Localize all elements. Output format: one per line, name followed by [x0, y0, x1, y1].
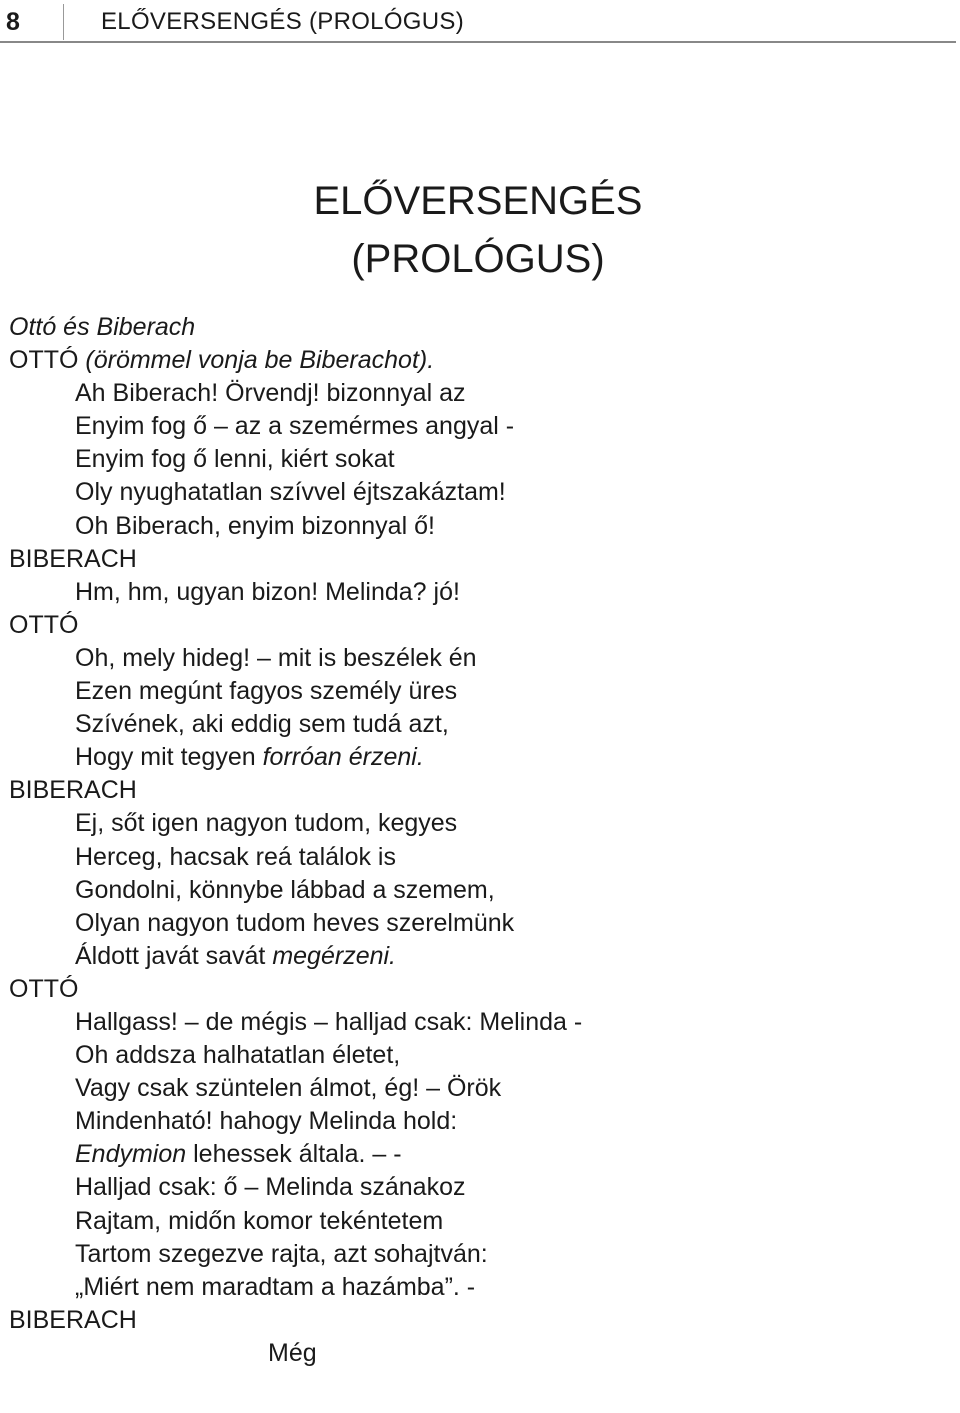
verse-line: Hm, hm, ugyan bizon! Melinda? jó! — [75, 577, 460, 606]
verse-line: Ah Biberach! Örvendj! bizonnyal az — [75, 379, 466, 408]
verse-text: lehessek általa. – - — [186, 1140, 402, 1169]
page-header — [0, 0, 960, 44]
header-divider — [63, 4, 64, 40]
speaker-name: BIBERACH — [9, 1305, 137, 1334]
verse-line: Oh, mely hideg! – mit is beszélek én — [75, 643, 477, 672]
speaker-name: BIBERACH — [9, 544, 137, 573]
verse-line: Enyim fog ő lenni, kiért sokat — [75, 445, 395, 474]
verse-line: Ezen megúnt fagyos személy üres — [75, 677, 458, 706]
verse-line: „Miért nem maradtam a hazámba”. - — [75, 1272, 476, 1301]
verse-line: Mindenható! hahogy Melinda hold: — [75, 1107, 458, 1136]
stage-direction-line — [9, 344, 949, 377]
chapter-title-line-2: (PROLÓGUS) — [351, 237, 605, 281]
speaker-name: OTTÓ — [9, 610, 79, 639]
play-text — [9, 311, 949, 1370]
verse-line — [9, 940, 949, 973]
verse-line: Olyan nagyon tudom heves szerelmünk — [75, 908, 515, 937]
verse-emphasis: Endymion — [75, 1140, 187, 1169]
speaker-name: OTTÓ — [9, 346, 79, 375]
verse-line: Herceg, hacsak reá találok is — [75, 842, 396, 871]
verse-line: Vagy csak szüntelen álmot, ég! – Örök — [75, 1074, 502, 1103]
verse-line: Szívének, aki eddig sem tudá azt, — [75, 710, 449, 739]
header-rule — [0, 41, 956, 43]
chapter-title — [258, 172, 698, 288]
speaker-name: BIBERACH — [9, 776, 137, 805]
verse-line — [9, 741, 949, 774]
verse-line: Ej, sőt igen nagyon tudom, kegyes — [75, 809, 458, 838]
chapter-title-line-1: ELŐVERSENGÉS — [313, 179, 643, 223]
verse-text: Hogy mit tegyen — [75, 743, 263, 772]
page-number: 8 — [6, 8, 20, 36]
verse-line: Halljad csak: ő – Melinda szánakoz — [75, 1173, 466, 1202]
speaker-name: OTTÓ — [9, 974, 79, 1003]
verse-text: Áldott javát savát — [75, 941, 273, 970]
verse-line: Rajtam, midőn komor tekéntetem — [75, 1206, 444, 1235]
verse-line: Még — [268, 1338, 317, 1367]
verse-emphasis: forróan érzeni. — [262, 743, 424, 772]
verse-line: Hallgass! – de mégis – halljad csak: Melinda - — [75, 1007, 583, 1036]
running-title: ELŐVERSENGÉS (PROLÓGUS) — [101, 8, 464, 35]
verse-line: Oh addsza halhatatlan életet, — [75, 1041, 401, 1070]
verse-line — [9, 1138, 949, 1171]
verse-line: Oly nyughatatlan szívvel éjtszakáztam! — [75, 478, 506, 507]
verse-line: Enyim fog ő – az a szemérmes angyal - — [75, 412, 515, 441]
verse-emphasis: megérzeni. — [272, 941, 396, 970]
verse-line: Gondolni, könnybe lábbad a szemem, — [75, 875, 495, 904]
verse-line: Oh Biberach, enyim bizonnyal ő! — [75, 511, 435, 540]
stage-direction: (örömmel vonja be Biberachot). — [85, 346, 435, 375]
scene-characters: Ottó és Biberach — [9, 313, 196, 341]
verse-line: Tartom szegezve rajta, azt sohajtván: — [75, 1239, 488, 1268]
